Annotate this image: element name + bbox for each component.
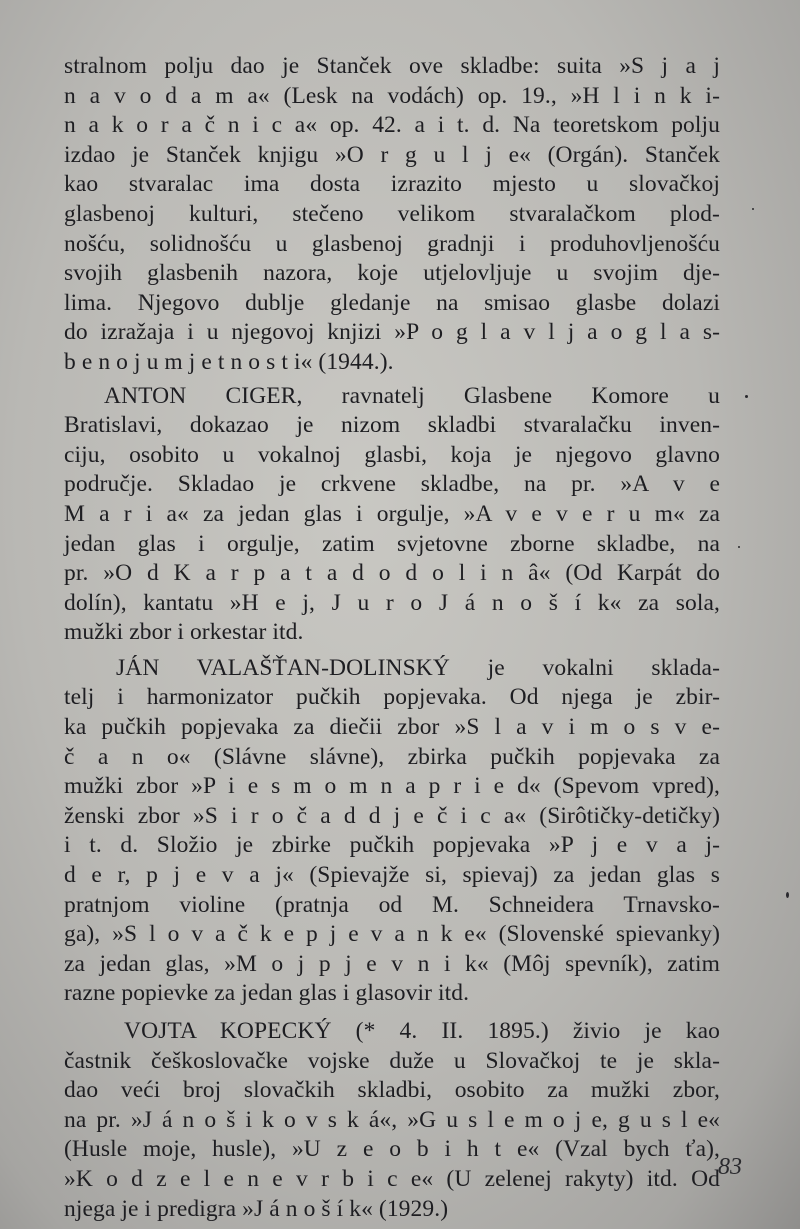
text-line: mužki zbor »P i e s m o m n a p r i e d« (Spevom vpred), (64, 773, 720, 800)
paragraph-valastan (64, 654, 720, 1009)
ink-speck (738, 546, 740, 548)
text-line: VOJTA KOPECKÝ (* 4. II. 1895.) živio je kao (124, 1018, 720, 1044)
text-line: na pr. »J á n o š i k o v s k á«, »G u s l e m o j e, g u s l e« (64, 1106, 720, 1133)
text-line: svojih glasbenih nazora, koje utjelovljuje u svojim dje- (64, 260, 720, 287)
text-line: »K o d z e l e n e v r b i c e« (U zelenej rakyty) itd. Od (64, 1165, 720, 1192)
text-line: ženski zbor »S i r o č a d d j e č i c a« (Sirôtičky-detičky) (64, 802, 720, 829)
text-line: JÁN VALAŠŤAN-DOLINSKÝ je vokalni sklada- (116, 654, 720, 681)
ink-speck (745, 395, 748, 398)
text-line: jedan glas i orgulje, zatim svjetovne zborne skladbe, na (64, 530, 720, 557)
ink-speck (752, 208, 754, 210)
paragraph-ciger (64, 382, 720, 648)
text-line: ciju, osobito u vokalnoj glasbi, koja je njegovo glavno (64, 441, 720, 468)
paragraph-kopecky (64, 1017, 720, 1224)
text-line: mužki zbor i orkestar itd. (64, 619, 304, 646)
body-text (64, 52, 720, 1226)
text-line: do izražaja i u njegovoj knjizi »P o g l a v l j a o g l a s- (64, 319, 720, 346)
text-line: dolín), kantatu »H e j, J u r o J á n o š í k« za sola, (64, 589, 720, 616)
text-line: kao stvaralac ima dosta izrazito mjesto u slovačkoj (64, 171, 720, 198)
paragraph-stancek (64, 52, 720, 378)
text-line: područje. Skladao je crkvene skladbe, na pr. »A v e (64, 471, 720, 498)
text-line: Bratislavi, dokazao je nizom skladbi stvaralačku inven- (64, 412, 720, 439)
ink-speck (786, 892, 789, 898)
text-line: stralnom polju dao je Stanček ove skladbe: suita »S j a j (64, 53, 720, 79)
text-line: njega je i predigra »J á n o š í k« (1929.) (64, 1195, 449, 1222)
text-line: d e r, p j e v a j« (Spievajže si, spievaj) za jedan glas s (64, 862, 720, 889)
text-line: nošću, solidnošću u glasbenoj gradnji i produhovljenošću (64, 230, 720, 257)
text-line: ga), »S l o v a č k e p j e v a n k e« (Slovenské spievanky) (64, 921, 720, 948)
page-number: 83 (718, 1154, 742, 1180)
text-line: n a k o r a č n i c a« op. 42. a i t. d. Na teoretskom polju (64, 112, 720, 139)
text-line: dao veći broj slovačkih skladbi, osobito za mužki zbor, (64, 1077, 720, 1104)
text-line: izdao je Stanček knjigu »O r g u l j e« (Orgán). Stanček (64, 141, 720, 168)
text-line: ANTON CIGER, ravnatelj Glasbene Komore u (104, 382, 720, 409)
text-line: glasbenoj kulturi, stečeno velikom stvaralačkom plod- (64, 200, 720, 227)
text-line: b e n o j u m j e t n o s t i« (1944.). (64, 348, 394, 375)
text-line: ka pučkih popjevaka za diečii zbor »S l a v i m o s v e- (64, 714, 720, 741)
text-line: častnik češkoslovačke vojske duže u Slovačkoj te je skla- (64, 1047, 720, 1074)
text-line: pratnjom violine (pratnja od M. Schneidera Trnavsko- (64, 891, 720, 918)
text-line: (Husle moje, husle), »U z e o b i h t e« (Vzal bych ťa), (64, 1136, 720, 1163)
text-line: n a v o d a m a« (Lesk na vodách) op. 19., »H l i n k i- (64, 82, 720, 109)
text-line: razne popievke za jedan glas i glasovir itd. (64, 980, 470, 1007)
text-line: lima. Njegovo dublje gledanje na smisao glasbe dolazi (64, 289, 720, 316)
text-line: telj i harmonizator pučkih popjevaka. Od njega je zbir- (64, 684, 720, 711)
text-line: i t. d. Složio je zbirke pučkih popjevaka »P j e v a j- (64, 832, 720, 859)
text-line: pr. »O d K a r p a t a d o d o l i n â« (Od Karpát do (64, 560, 720, 587)
text-line: M a r i a« za jedan glas i orgulje, »A v e v e r u m« za (64, 500, 720, 527)
text-line: za jedan glas, »M o j p j e v n i k« (Môj spevník), zatim (64, 950, 720, 977)
text-line: č a n o« (Slávne slávne), zbirka pučkih popjevaka za (64, 743, 720, 770)
